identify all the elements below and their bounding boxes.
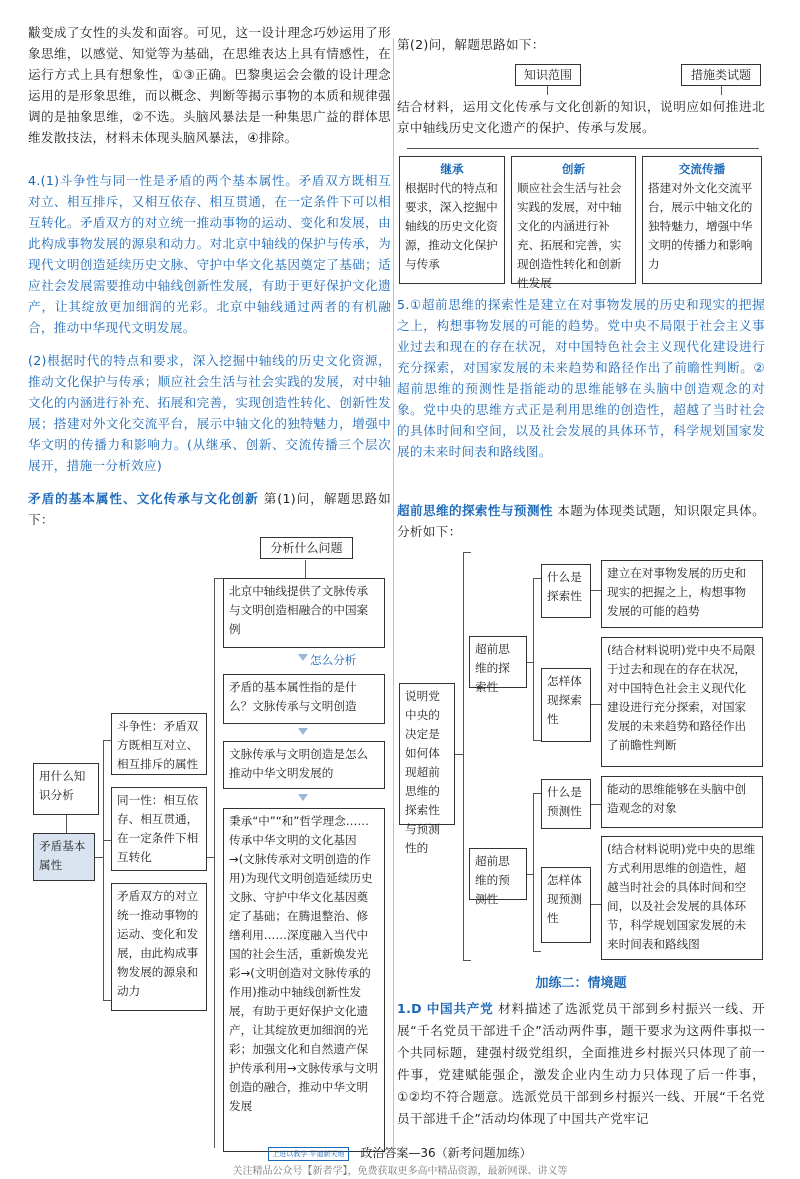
question-box-2: 文脉传承与文明创造是怎么推动中华文明发展的: [223, 741, 385, 789]
exercise-1-number: 1.D: [397, 1001, 422, 1016]
connector: [103, 1000, 111, 1001]
explore-how-box: (结合材料说明)党中央不局限于过去和现在的存在状况，对中国特色社会主义现代化建设进行充分探索，对国家发展的未来趋势和路径作出了前瞻性判断: [601, 637, 763, 767]
page-footer: [0, 1144, 800, 1161]
connector: [463, 552, 471, 553]
connector: [533, 578, 541, 579]
inherit-box: [399, 156, 505, 284]
case-box: 北京中轴线提供了文脉传承与文明创造相融合的中国案例: [223, 578, 385, 648]
connector: [591, 590, 601, 591]
how-label: 怎么分析: [310, 653, 357, 667]
connector: [455, 754, 463, 755]
q2-heading: 第(2)问，解题思路如下：: [397, 37, 545, 52]
q5-answer: 5.①超前思维的探索性是建立在对事物发展的历史和现实的把握之上，构想事物发展的可能的趋势。党中央不局限于社会主义事业过去和现在的存在状况，对中国特色社会主义现代化建设进行充分探索，对国家发展的未来趋势和路径作出了前瞻性判断。②超前思维的预测性是指能动的思维能够在头脑中创造观念的对象。党中央的思维方式正是利用思维的创造性，超越了当时社会的具体时间和空间，以及社会发展的具体环节，科学规划国家发展的未来时间表和路线图。: [397, 297, 765, 459]
publisher-logo: 上进以教学 平道新天地: [268, 1147, 348, 1161]
identity-box: 同一性：相互依存、相互贯通，在一定条件下相互转化: [111, 787, 207, 871]
section-rest: 第(1)问，解题思路如下：: [28, 491, 391, 527]
measure-question-tag: 措施类试题: [681, 64, 761, 86]
exchange-content: 搭建对外文化交流平台，展示中轴文化的独特魅力，增强中华文明的传播力和影响力: [648, 181, 753, 271]
bracket-line: [103, 740, 104, 1000]
knowledge-label-box: 用什么知识分析: [33, 763, 99, 815]
explore-def-box: 建立在对事物发展的历史和现实的把握之上，构想事物发展的可能的趋势: [601, 560, 763, 628]
connector: [207, 857, 214, 858]
how-explore-box: 怎样体现探索性: [541, 668, 591, 742]
down-arrow: [298, 794, 308, 801]
practice-heading: 加练二：情境题: [535, 976, 627, 991]
connector: [533, 951, 541, 952]
connector: [103, 840, 111, 841]
what-explore-box: 什么是探索性: [541, 564, 591, 618]
intro-paragraph: 黻变成了女性的头发和面容。可见，这一设计理念巧妙运用了形象思维，以感觉、知觉等为基础，在思维表达上具有情感性，在运行方式上具有想象性，①③正确。巴黎奥运会会徽的设计理念运用的是形象思维，而以概念、判断等揭示事物的本质和规律强调的是抽象思维，②不选。头脑风暴法是一种集思广益的群体思维发散技法，材料未体现头脑风暴法，④排除。: [28, 25, 391, 145]
contradiction-attr-box: 矛盾基本属性: [33, 833, 95, 881]
unity-box: 矛盾双方的对立统一推动事物的运动、变化和发展，由此构成事物发展的源泉和动力: [111, 883, 207, 1011]
innovate-title: 创新: [561, 162, 586, 176]
exchange-box: [642, 156, 762, 284]
section2-title: 超前思维的探索性与预测性: [397, 503, 553, 518]
connector: [95, 857, 103, 858]
connector: [533, 740, 541, 741]
q2-intro-text: 结合材料，运用文化传承与文化创新的知识，说明应如何推进北京中轴线历史文化遗产的保护、传承与发展。: [397, 99, 765, 135]
explore-node: 超前思维的探索性: [469, 636, 527, 688]
what-question-tag: 分析什么问题: [260, 537, 353, 559]
column-divider: [393, 38, 394, 1158]
connector: [66, 815, 67, 833]
root-box: 说明党中央的决定是如何体现超前思维的探索性与预测性的: [399, 683, 455, 825]
exercise-1: [397, 998, 765, 1130]
innovate-box: [511, 156, 636, 290]
struggle-box: 斗争性：矛盾双方既相互对立、相互排斥的属性: [111, 713, 207, 775]
section-heading-right: [397, 500, 765, 542]
bracket-line: [533, 578, 534, 740]
predict-def-box: 能动的思维能够在头脑中创造观念的对象: [601, 776, 763, 828]
inherit-content: 根据时代的特点和要求，深入挖掘中轴线的历史文化资源，推动文化保护与传承: [405, 181, 498, 271]
brace-line: [407, 148, 759, 149]
down-arrow: [298, 654, 308, 661]
connector: [547, 85, 548, 95]
connector: [463, 960, 471, 961]
exercise-1-text: 材料描述了选派党员干部到乡村振兴一线、开展“千名党员干部进千企”活动两件事，题干要求为这两件事拟一个共同标题，建强村级党组织，全面推进乡村振兴只体现了前一件事，党建赋能强企，激发企业内生动力只体现了后一件事，①②均不符合题意。选派党员干部到乡村振兴一线、开展“千名党员干部进千企”活动均体现了中国共产党牢记: [397, 1001, 766, 1126]
knowledge-range-tag: 知识范围: [515, 64, 581, 86]
bottom-watermark: 关注精品公众号【新者学】，免费获取更多高中精品资源，最新网课、讲义等: [232, 1166, 568, 1177]
connector: [721, 85, 722, 95]
bracket-line: [214, 578, 215, 1148]
section2-rest: 本题为体现类试题，知识限定具体。分析如下：: [397, 503, 765, 539]
bracket-line: [463, 552, 464, 960]
connector: [305, 560, 306, 578]
predict-node: 超前思维的预测性: [469, 848, 527, 900]
predict-how-box: (结合材料说明)党中央的思维方式利用思维的创造性，超越当时社会的具体时间和空间，以及社会发展的具体环节，科学规划国家发展的未来时间表和路线图: [601, 836, 763, 960]
q4-answer-1: 4.(1)斗争性与同一性是矛盾的两个基本属性。矛盾双方既相互对立、相互排斥，又相互依存、相互贯通，在一定条件下可以相互转化。矛盾双方的对立统一推动事物的运动、变化和发展，由此构成事物发展的源泉和动力。对北京中轴线的保护与传承，为现代文明创造延续历史文脉、守护中华文化基因奠定了基础；适应社会发展需要推动中轴线创新性发展，有助于更好保护文化遗产，让其绽放更加细润的光彩。北京中轴线通过两者的有机融合，推动中华现代文明发展。: [28, 173, 391, 335]
connector: [591, 804, 601, 805]
main-analysis-box: 秉承“中”“和”哲学理念……传承中华文明的文化基因→(文脉传承对文明创造的作用)为现代文明创造延续历史文脉、守护中华文化基因奠定了基础；在腾退整治、修缮利用……深度融入当代中国的社会生活，重新焕发光彩→(文明创造对文脉传承的作用)推动中轴线创新性发展，有助于更好保护文化遗产，让其绽放更加细润的光彩；加强文化和自然遗产保护传承利用→文脉传承与文明创造的融合，推动中华文明发展: [223, 808, 385, 1152]
section-title: 矛盾的基本属性、文化传承与文化创新: [28, 491, 259, 506]
page-number: 政治答案—36（新考问题加练）: [360, 1146, 532, 1160]
exchange-title: 交流传播: [678, 162, 726, 176]
down-arrow: [298, 728, 308, 735]
how-predict-box: 怎样体现预测性: [541, 867, 591, 943]
connector: [533, 793, 541, 794]
exercise-1-keyword: 中国共产党: [426, 1001, 494, 1016]
connector: [591, 904, 601, 905]
connector: [103, 740, 111, 741]
bracket-line: [533, 793, 534, 951]
q4-answer-2: (2)根据时代的特点和要求，深入挖掘中轴线的历史文化资源，推动文化保护与传承；顺应社会生活与社会实践的发展，对中轴文化的内涵进行补充、拓展和完善，实现创造性转化、创新性发展；搭建对外文化交流平台，展示中轴文化的独特魅力，增强中华文明的传播力和影响力。(从继承、创新、交流传播三个层次展开，措施一分析效应): [28, 353, 391, 473]
question-box-1: 矛盾的基本属性指的是什么？文脉传承与文明创造: [223, 674, 385, 724]
what-predict-box: 什么是预测性: [541, 779, 591, 829]
q2-intro: [397, 96, 765, 138]
section-heading-left: [28, 488, 391, 530]
innovate-content: 顺应社会生活与社会实践的发展，对中轴文化的内涵进行补充、拓展和完善，实现创造性转化和创新性发展: [517, 181, 622, 290]
inherit-title: 继承: [440, 162, 464, 176]
connector: [591, 704, 601, 705]
